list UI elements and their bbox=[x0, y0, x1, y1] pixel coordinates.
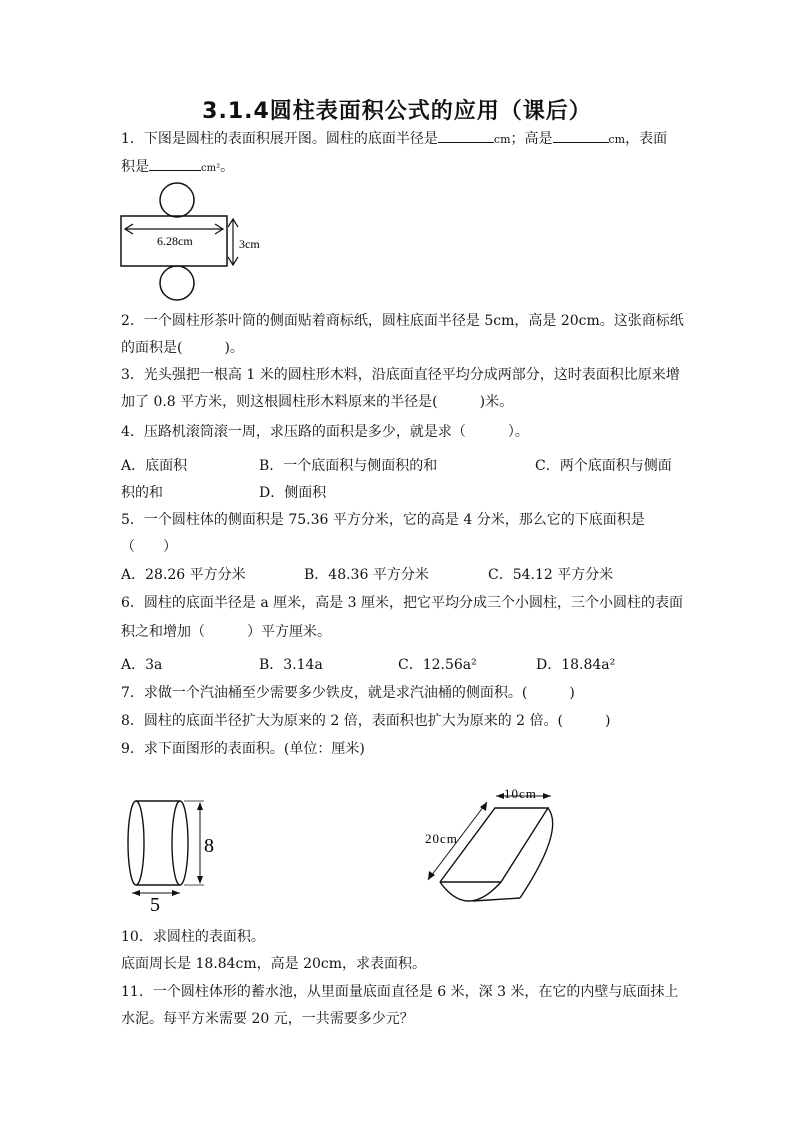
question-1-line-1 bbox=[121, 128, 667, 149]
question-6-line-1: 6．圆柱的底面半径是 a 厘米，高是 3 厘米，把它平均分成三个小圆柱，三个小圆柱的表面 bbox=[121, 595, 683, 611]
question-5-option-c[interactable]: C．54.12 平方分米 bbox=[488, 567, 614, 583]
question-4-option-a[interactable]: A．底面积 bbox=[121, 458, 188, 474]
height-label: 8 bbox=[204, 835, 214, 857]
arrow-head-up bbox=[197, 802, 203, 810]
question-6-option-a[interactable]: A．3a bbox=[121, 657, 163, 673]
cylinder-right-face bbox=[172, 801, 188, 885]
question-6-option-c[interactable]: C．12.56a² bbox=[398, 657, 477, 673]
unit-cm: cm bbox=[608, 133, 626, 146]
question-1-text-c: ，表面 bbox=[625, 131, 668, 147]
question-5-line-1: 5．一个圆柱体的侧面积是 75.36 平方分米，它的高是 4 分米，那么它的下底面积是 bbox=[121, 512, 645, 528]
arrow-head-left bbox=[496, 793, 504, 799]
question-2-line-1: 2．一个圆柱形茶叶筒的侧面贴着商标纸，圆柱底面半径是 5cm，高是 20cm。这张商标纸 bbox=[121, 313, 684, 329]
question-6-option-b[interactable]: B．3.14a bbox=[259, 657, 323, 673]
page-title: 3.1.4圆柱表面积公式的应用（课后） bbox=[202, 99, 592, 124]
curved-end bbox=[440, 882, 501, 901]
answer-blank-area[interactable] bbox=[149, 156, 201, 171]
cylinder-left-face bbox=[128, 801, 144, 885]
question-6-line-2: 积之和增加（ ）平方厘米。 bbox=[121, 624, 331, 640]
unit-cm: cm bbox=[493, 133, 511, 146]
question-7: 7．求做一个汽油桶至少需要多少铁皮，就是求汽油桶的侧面积。( ) bbox=[121, 685, 575, 701]
question-10-line-2: 底面周长是 18.84cm，高是 20cm，求表面积。 bbox=[121, 956, 427, 972]
question-4-option-d[interactable]: D．侧面积 bbox=[259, 485, 327, 501]
question-5-option-b[interactable]: B．48.36 平方分米 bbox=[304, 567, 429, 583]
question-10-line-1: 10．求圆柱的表面积。 bbox=[121, 929, 265, 945]
arrow-head-right bbox=[543, 793, 551, 799]
question-4-stem: 4．压路机滚筒滚一周，求压路的面积是多少，就是求（ ）。 bbox=[121, 424, 529, 440]
arrow-head-right bbox=[172, 890, 180, 896]
question-8: 8．圆柱的底面半径扩大为原来的 2 倍，表面积也扩大为原来的 2 倍。( ) bbox=[121, 713, 611, 729]
width-label: 10cm bbox=[504, 786, 537, 801]
height-label: 3cm bbox=[239, 237, 260, 251]
arrow-head-down bbox=[197, 876, 203, 884]
question-1-text-e: 。 bbox=[220, 159, 235, 175]
question-6-option-d[interactable]: D．18.84a² bbox=[536, 657, 616, 673]
arrow-head-left bbox=[132, 890, 140, 896]
question-1-text-a: 1．下图是圆柱的表面积展开图。圆柱的底面半径是 bbox=[121, 131, 438, 147]
question-2-line-2: 的面积是( )。 bbox=[121, 340, 244, 356]
answer-blank-radius[interactable] bbox=[438, 128, 494, 143]
question-5-option-a[interactable]: A．28.26 平方分米 bbox=[121, 567, 246, 583]
question-4-option-c-cont: 积的和 bbox=[121, 485, 163, 501]
half-cylinder-figure bbox=[415, 780, 575, 920]
question-5-line-2: （ ） bbox=[121, 539, 177, 555]
top-circle bbox=[160, 183, 194, 217]
diameter-label: 5 bbox=[150, 894, 160, 914]
question-3-line-1: 3．光头强把一根高 1 米的圆柱形木料，沿底面直径平均分成两部分，这时表面积比原来增 bbox=[121, 367, 680, 383]
question-4-option-b[interactable]: B．一个底面积与侧面积的和 bbox=[259, 458, 438, 474]
length-label: 20cm bbox=[425, 831, 458, 846]
bottom-circle bbox=[160, 266, 194, 300]
question-1-text-d: 积是 bbox=[121, 159, 149, 175]
question-11-line-1: 11．一个圆柱体形的蓄水池，从里面量底面直径是 6 米，深 3 米，在它的内壁与底面抹上 bbox=[121, 984, 679, 1000]
cylinder-figure bbox=[118, 790, 230, 914]
width-label: 6.28cm bbox=[157, 234, 193, 248]
curved-side bbox=[520, 808, 553, 898]
question-11-line-2: 水泥。每平方米需要 20 元，一共需要多少元？ bbox=[121, 1011, 414, 1027]
question-1-line-2 bbox=[121, 156, 234, 178]
question-1-text-b: ；高是 bbox=[510, 131, 553, 147]
question-9: 9．求下面图形的表面积。(单位：厘米) bbox=[121, 741, 365, 757]
answer-blank-height[interactable] bbox=[553, 128, 609, 143]
unit-cm2: cm² bbox=[201, 163, 221, 174]
question-3-line-2: 加了 0.8 平方米，则这根圆柱形木料原来的半径是( )米。 bbox=[121, 394, 514, 410]
question-4-option-c[interactable]: C．两个底面积与侧面 bbox=[535, 458, 672, 474]
cylinder-net-figure bbox=[115, 178, 275, 303]
